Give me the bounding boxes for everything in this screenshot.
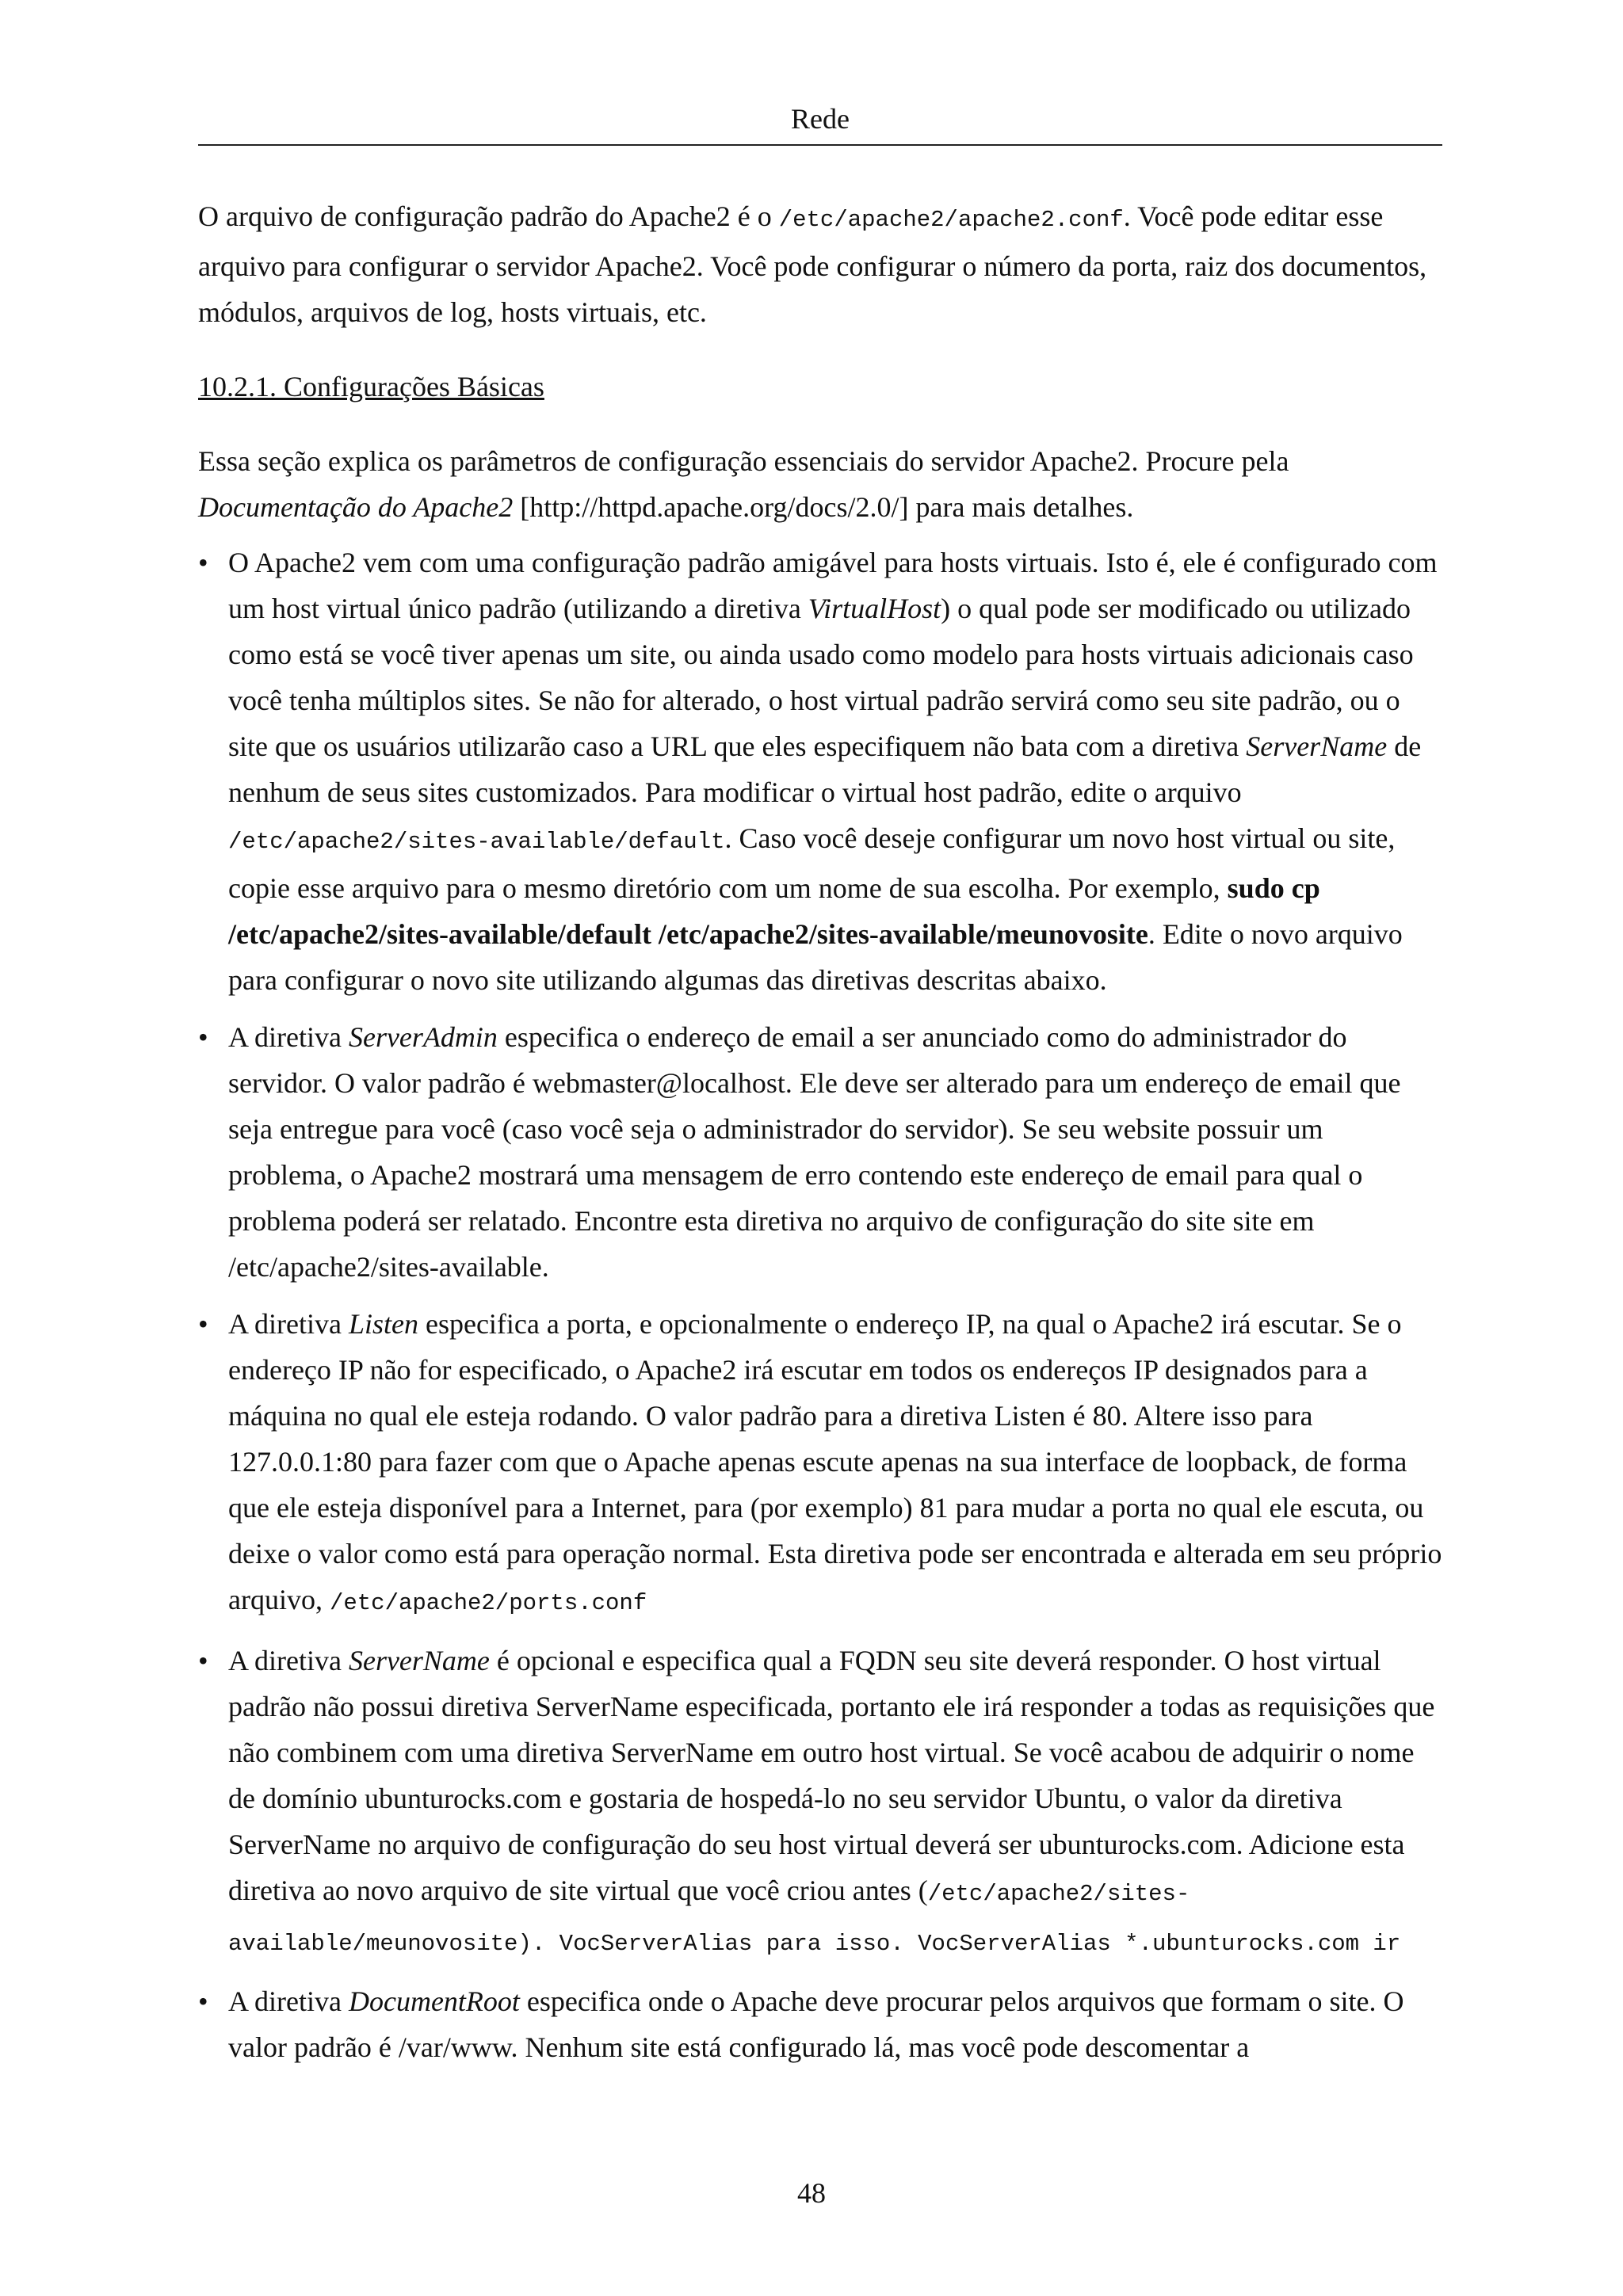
- list-item-virtualhost: [198, 540, 1442, 1003]
- bullet-marker: •: [198, 1308, 208, 1340]
- documentation-link[interactable]: Documentação do Apache2: [198, 491, 514, 523]
- config-path-code: /etc/apache2/apache2.conf: [778, 207, 1124, 233]
- item-command: sudo cp /etc/apache2/sites-available/default /etc/apache2/sites-available/meunovosite: [228, 872, 1320, 950]
- item-text: A diretiva: [228, 1308, 349, 1340]
- page-content: [198, 193, 1442, 2081]
- header-title: Rede: [791, 103, 850, 135]
- lead-paragraph: [198, 438, 1442, 530]
- bullet-marker: •: [198, 1985, 208, 2017]
- item-text: . Caso você deseje configurar um novo host virtual ou site, copie esse arquivo para o mesmo diretório com um nome de sua escolha. Por exemplo,: [228, 822, 1396, 904]
- bullet-marker: •: [198, 547, 208, 578]
- item-emphasis: Listen: [348, 1308, 418, 1340]
- page-header: [198, 93, 1442, 146]
- item-text: . Edite o novo arquivo para configurar o novo site utilizando algumas das diretivas descritas abaixo.: [228, 918, 1403, 996]
- item-emphasis: ServerName: [348, 1645, 490, 1676]
- item-code: /etc/apache2/sites-available/meunovosite). VocServerAlias para isso. VocServerAlias *.ubunturocks.com ir: [228, 1881, 1401, 1957]
- intro-text-2: . Você pode editar esse arquivo para configurar o servidor Apache2. Você pode configurar o número da porta, raiz dos documentos, módulos, arquivos de log, hosts virtuais, etc.: [198, 200, 1427, 328]
- bullet-marker: •: [198, 1645, 208, 1676]
- page-number: 48: [797, 2177, 826, 2209]
- item-text: O Apache2 vem com uma configuração padrão amigável para hosts virtuais. Isto é, ele é configurado com um host virtual único padrão (utilizando a diretiva: [228, 547, 1438, 624]
- item-text: A diretiva: [228, 1021, 349, 1053]
- item-text: especifica onde o Apache deve procurar pelos arquivos que formam o site. O valor padrão é /var/www. Nenhum site está configurado lá, mas você pode descomentar a: [228, 1985, 1404, 2063]
- list-item-serveradmin: [198, 1014, 1442, 1290]
- item-emphasis: VirtualHost: [808, 593, 941, 624]
- item-code: /etc/apache2/ports.conf: [329, 1590, 647, 1616]
- item-emphasis: ServerAdmin: [348, 1021, 498, 1053]
- item-code: /etc/apache2/sites-available/default: [228, 829, 725, 855]
- item-text: de nenhum de seus sites customizados. Para modificar o virtual host padrão, edite o arquivo: [228, 730, 1422, 808]
- item-text: especifica o endereço de email a ser anunciado como do administrador do servidor. O valor padrão é webmaster@localhost. Ele deve ser alterado para um endereço de email que seja entregue para você (caso você seja o administrador do servidor). Se seu website possuir um problema, o Apache2 mostrará uma mensagem de erro contendo este endereço de email para qual o problema poderá ser relatado. Encontre esta diretiva no arquivo de configuração do site site em /etc/apache2/sites-available.: [228, 1021, 1401, 1283]
- item-text: ) o qual pode ser modificado ou utilizado como está se você tiver apenas um site, ou ainda usado como modelo para hosts virtuais adicionais caso você tenha múltiplos sites. Se não for alterado, o host virtual padrão servirá como seu site padrão, ou o site que os usuários utilizarão caso a URL que eles especifiquem não bata com a diretiva: [228, 593, 1414, 762]
- item-emphasis: DocumentRoot: [348, 1985, 520, 2017]
- list-item-documentroot: [198, 1978, 1442, 2070]
- lead-text-1: Essa seção explica os parâmetros de configuração essenciais do servidor Apache2. Procure pela: [198, 445, 1289, 477]
- bullet-marker: •: [198, 1021, 208, 1053]
- item-text: especifica a porta, e opcionalmente o endereço IP, na qual o Apache2 irá escutar. Se o endereço IP não for especificado, o Apache2 irá escutar em todos os endereços IP designados para a máquina no qual ele esteja rodando. O valor padrão para a diretiva Listen é 80. Altere isso para 127.0.0.1:80 para fazer com que o Apache apenas escute apenas na sua interface de loopback, de forma que ele esteja disponível para a Internet, para (por exemplo) 81 para mudar a porta no qual ele escuta, ou deixe o valor como está para operação normal. Esta diretiva pode ser encontrada e alterada em seu próprio arquivo,: [228, 1308, 1442, 1615]
- intro-paragraph: [198, 193, 1442, 335]
- lead-text-2: [http://httpd.apache.org/docs/2.0/] para mais detalhes.: [513, 491, 1134, 523]
- list-item-servername: [198, 1638, 1442, 1967]
- section-heading[interactable]: 10.2.1. Configurações Básicas: [198, 371, 544, 402]
- item-text: A diretiva: [228, 1645, 349, 1676]
- list-item-listen: [198, 1301, 1442, 1627]
- item-text: é opcional e especifica qual a FQDN seu site deverá responder. O host virtual padrão não possui diretiva ServerName especificada, portanto ele irá responder a todas as requisições que não combinem com uma diretiva ServerName em outro host virtual. Se você acabou de adquirir o nome de domínio ubunturocks.com e gostaria de hospedá-lo no seu servidor Ubuntu, o valor da diretiva ServerName no arquivo de configuração do seu host virtual deverá ser ubunturocks.com. Adicione esta diretiva ao novo arquivo de site virtual que você criou antes (: [228, 1645, 1435, 1906]
- intro-text-1: O arquivo de configuração padrão do Apache2 é o: [198, 200, 779, 232]
- item-emphasis: ServerName: [1246, 730, 1388, 762]
- directives-list: [198, 540, 1442, 2070]
- item-text: A diretiva: [228, 1985, 349, 2017]
